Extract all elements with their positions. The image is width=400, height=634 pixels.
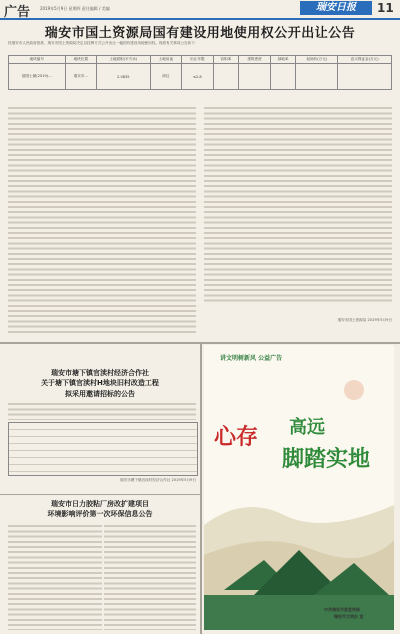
notice2-table — [8, 422, 198, 476]
table-cell — [296, 64, 338, 90]
table-row — [9, 64, 392, 90]
poster-tag: 讲文明树新风 公益广告 — [220, 355, 283, 362]
notice1-footer: 瑞安市国土资源局 2019年5月9日 — [337, 318, 392, 322]
table-cell: 瑞国土储(2019)... — [9, 64, 66, 90]
poster-word-2: 高远 — [289, 417, 325, 438]
table-cell — [270, 64, 296, 90]
section-label: 广告 — [4, 5, 31, 20]
table-header: 建筑密度 — [239, 56, 271, 64]
notice3-title-line2: 环境影响评价第一次环保信息公告 — [47, 510, 153, 518]
table-header: 竞买保证金(万元) — [338, 56, 392, 64]
notice1-body-right — [204, 104, 392, 304]
newspaper-logo: 瑞安日报 — [300, 1, 372, 15]
notice1-body-left — [8, 104, 196, 336]
notice2-title-line3: 拟采用邀请招标的公告 — [65, 390, 135, 398]
notice3-title-line1: 瑞安市日力胶粘厂房改扩建项目 — [51, 500, 149, 508]
notice3-body-right — [104, 522, 196, 630]
poster-org-line1: 中共瑞安市委宣传部 — [324, 607, 360, 612]
column-divider — [200, 342, 202, 634]
issue-meta: 2019年5月9日 星期四 责任编辑 / 美编 — [40, 6, 110, 11]
table-cell: 瑞安市... — [65, 64, 97, 90]
section-divider — [0, 494, 200, 495]
table-header: 地块编号 — [9, 56, 66, 64]
notice2-footer: 瑞安市塘下镇官渎村经济合作社 2019年5月9日 — [120, 478, 196, 482]
table-cell — [338, 64, 392, 90]
table-cell — [239, 64, 271, 90]
notice1-table — [8, 55, 392, 90]
table-cell: 商住 — [150, 64, 182, 90]
table-header: 地块位置 — [65, 56, 97, 64]
notice2-title-line1: 瑞安市塘下镇官渎村经济合作社 — [51, 369, 149, 377]
table-header: 绿地率 — [270, 56, 296, 64]
public-service-poster — [204, 345, 394, 630]
table-cell: ≤2.8 — [182, 64, 214, 90]
poster-word-3: 脚踏实地 — [282, 446, 371, 472]
table-header: 容积率 — [213, 56, 239, 64]
table-header: 土地面积(平方米) — [97, 56, 151, 64]
table-header: 起始价(万元) — [296, 56, 338, 64]
notice1-intro: 经瑞安市人民政府批准，瑞安市国土资源局决定以挂牌方式公开出让一幅国有建设用地使用权。现将有关事项公告如下： — [8, 41, 199, 45]
notice2-title-line2: 关于塘下镇官渎村H地块旧村改造工程 — [41, 379, 159, 387]
notice2-body — [8, 400, 196, 420]
notice3-body-left — [8, 522, 102, 630]
poster-landscape-illustration — [204, 345, 394, 630]
table-cell — [213, 64, 239, 90]
table-header: 土地用途 — [150, 56, 182, 64]
poster-org-line2: 瑞安市文明办 宣 — [334, 614, 364, 619]
notice1-title: 瑞安市国土资源局国有建设用地使用权公开出让公告 — [44, 26, 356, 41]
table-header: 出让年限 — [182, 56, 214, 64]
page-number: 11 — [377, 1, 394, 15]
table-header-row — [9, 56, 392, 64]
table-cell: 2.0835 — [97, 64, 151, 90]
poster-word-1: 心存 — [214, 424, 259, 450]
page-header — [0, 0, 400, 20]
